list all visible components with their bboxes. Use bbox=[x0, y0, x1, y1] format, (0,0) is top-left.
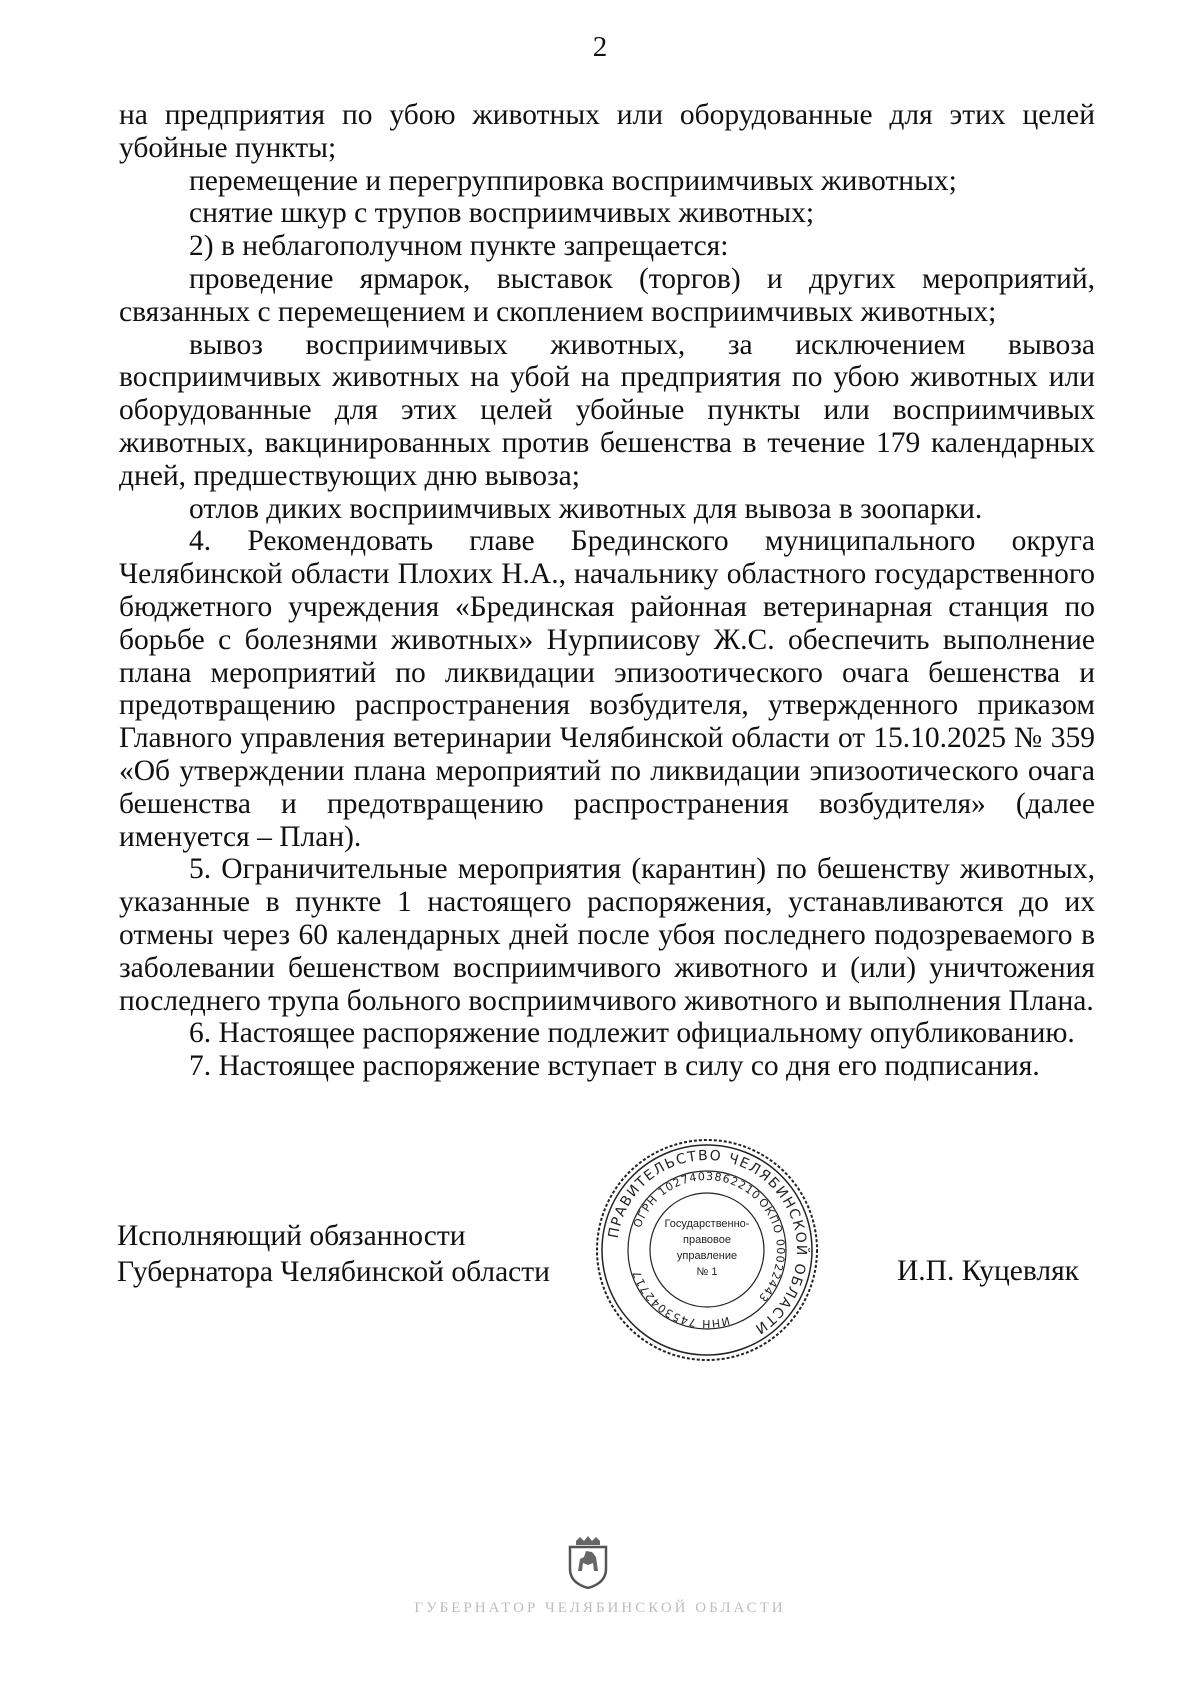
paragraph: проведение ярмарок, выставок (торгов) и других мероприятий, связанных с перемещением и скоплением восприимчивых животных; bbox=[119, 262, 1095, 328]
paragraph: 5. Ограничительные мероприятия (карантин) по бешенству животных, указанные в пункте 1 настоящего распоряжения, устанавливаются до их отмены через 60 календарных дней после убоя последнего подозреваемого в заболевании бешенством восприимчивого животного и (или) уничтожения последнего трупа больного восприимчивого животного и выполнения Плана. bbox=[119, 853, 1095, 1017]
paragraph: отлов диких восприимчивых животных для вывоза в зоопарки. bbox=[189, 492, 983, 525]
seal-graphic bbox=[594, 1137, 820, 1363]
signer-name: И.П. Куцевляк bbox=[897, 1255, 1079, 1287]
seal-okpo: ОКПО 00022443 bbox=[755, 1195, 788, 1305]
official-seal-stamp bbox=[594, 1137, 820, 1363]
signatory-title-line: Губернатора Челябинской области bbox=[117, 1256, 550, 1288]
seal-ogrn: ОГРН 1027403862210 bbox=[630, 1169, 764, 1230]
seal-center-line: правовое bbox=[683, 1234, 731, 1246]
seal-center-line: № 1 bbox=[696, 1266, 718, 1278]
paragraph: вывоз восприимчивых животных, за исключением вывоза восприимчивых животных на убой на предприятия по убою животных или оборудованные для этих целей убойные пункты или восприимчивых животных, вакцинированных против бешенства в течение 179 календарных дней, предшествующих дню вывоза; bbox=[119, 328, 1095, 492]
footer-caption: ГУБЕРНАТОР ЧЕЛЯБИНСКОЙ ОБЛАСТИ bbox=[414, 1600, 786, 1616]
paragraph: 2) в неблагополучном пункте запрещается: bbox=[189, 230, 729, 263]
page-number: 2 bbox=[592, 31, 608, 63]
seal-outer-text: ПРАВИТЕЛЬСТВО ЧЕЛЯБИНСКОЙ ОБЛАСТИ bbox=[605, 1147, 810, 1338]
paragraph: на предприятия по убою животных или оборудованные для этих целей убойные пункты; bbox=[119, 99, 1095, 164]
paragraph: 4. Рекомендовать главе Брединского муниципального округа Челябинской области Плохих Н.А., начальнику областного государственного бюджетного учреждения «Брединская районная ветеринарная станция по борьбе с болезнями животных» Нурпиисову Ж.С. обеспечить выполнение плана мероприятий по ликвидации эпизоотического очага бешенства и предотвращению распространения возбудителя, утвержденного приказом Главного управления ветеринарии Челябинской области от 15.10.2025 № 359 «Об утверждении плана мероприятий по ликвидации эпизоотического очага бешенства и предотвращению распространения возбудителя» (далее именуется – План). bbox=[119, 525, 1095, 853]
paragraph: перемещение и перегруппировка восприимчивых животных; bbox=[189, 164, 957, 197]
paragraph: 7. Настоящее распоряжение вступает в силу со дня его подписания. bbox=[189, 1050, 1040, 1083]
seal-center-line: Государственно- bbox=[664, 1218, 750, 1230]
signatory-title bbox=[117, 1218, 550, 1290]
paragraph: снятие шкур с трупов восприимчивых животных; bbox=[189, 197, 815, 230]
svg-text:ОКПО 00022443 bbox=[755, 1196, 787, 1305]
paragraph: 6. Настоящее распоряжение подлежит официальному опубликованию. bbox=[189, 1017, 1075, 1050]
seal-inn: ИНН 7453042717 bbox=[630, 1268, 732, 1331]
document-body bbox=[119, 99, 1095, 1083]
seal-center-line: управление bbox=[676, 1250, 738, 1262]
signatory-title-line: Исполняющий обязанности bbox=[117, 1220, 466, 1252]
coat-of-arms-icon bbox=[566, 1535, 610, 1589]
